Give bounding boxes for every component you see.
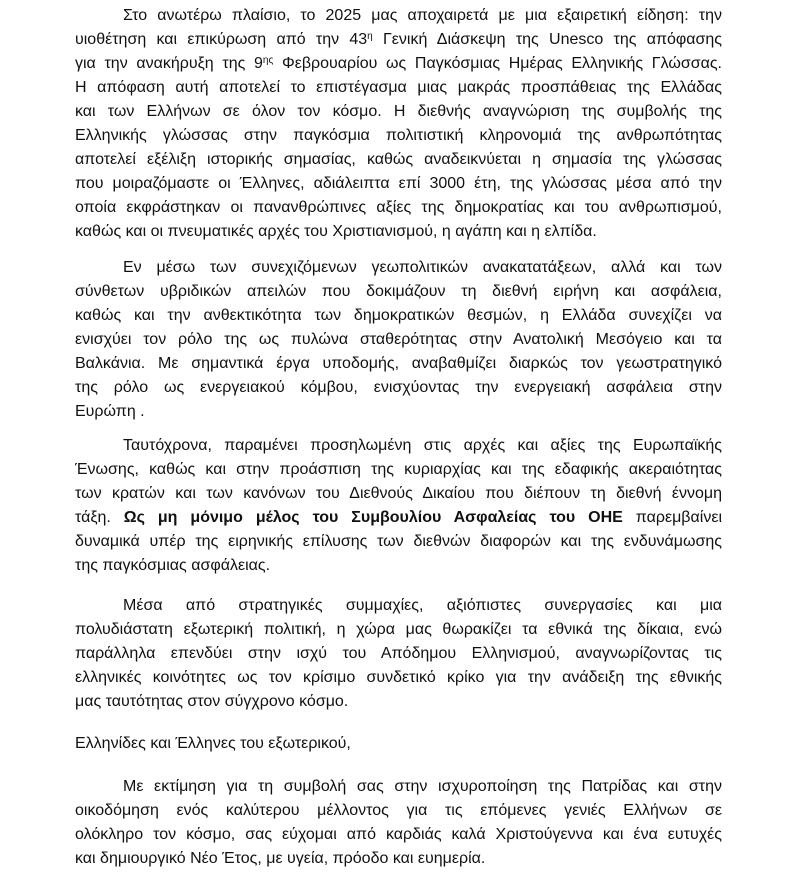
text-line: για την ανακήρυξη της $9^{\eta\varsigma}$ Φεβρουαρίου ως Παγκόσμιας Ημέρας Ελληνικής Γλώσσας. (75, 55, 722, 72)
text-line: και δημιουργικό Νέο Έτος, με υγεία, πρόοδο και ευημερία. (75, 850, 486, 867)
text-line: τάξη. Ως μη μόνιμο μέλος του Συμβουλίου Ασφαλείας του ΟΗΕ παρεμβαίνει (75, 509, 722, 526)
paragraph-unesco (75, 4, 722, 244)
text-line: σύνθετων υβριδικών απειλών που δοκιμάζουν τη διεθνή ειρήνη και ασφάλεια, (75, 283, 722, 300)
text-line: αποτελεί εξέλιξη ιστορικής σημασίας, καθώς αναδεικνύεται η σημασία της γλώσσας (75, 151, 722, 168)
text-line: πολυδιάστατη εξωτερική πολιτική, η χώρα μας θωρακίζει τα εθνικά της δίκαια, ενώ (75, 621, 722, 638)
paragraph-diaspora (75, 594, 722, 714)
text-line: της παγκόσμιας ασφάλειας. (75, 557, 271, 574)
bold-phrase: Ως μη μόνιμο μέλος του Συμβουλίου Ασφαλείας του ΟΗΕ (123, 509, 623, 526)
superscript: ης (262, 55, 274, 66)
text-line: μας ταυτότητας στον σύγχρονο κόσμο. (75, 693, 349, 710)
text-line: και των Ελλήνων σε όλον τον κόσμο. Η διεθνής αναγνώριση της συμβολής της (75, 103, 722, 120)
text-line: Ευρώπη . (75, 403, 145, 420)
paragraph-geopolitics (75, 256, 722, 424)
text-line: Μέσα από στρατηγικές συμμαχίες, αξιόπιστες συνεργασίες και μια (123, 597, 722, 614)
text-line: Ταυτόχρονα, παραμένει προσηλωμένη στις αρχές και αξίες της Ευρωπαϊκής (123, 437, 722, 454)
text-line: Ένωσης, καθώς και στην προάσπιση της κυριαρχίας και της εδαφικής ακεραιότητας (75, 461, 722, 478)
text-line: δυναμικά υπέρ της ειρηνικής επίλυσης των διεθνών διαφορών και της ενδυνάμωσης (75, 533, 722, 550)
text-line: καθώς και την ανθεκτικότητα των δημοκρατικών θεσμών, η Ελλάδα συνεχίζει να (75, 307, 722, 324)
text-line: υιοθέτηση και επικύρωση από την $43^\eta$ Γενική Διάσκεψη της Unesco της απόφασης (75, 31, 722, 48)
text-line: παράλληλα επενδύει στην ισχύ του Απόδημου Ελληνισμού, αναγνωρίζοντας τις (75, 645, 722, 662)
text-line: των κρατών και των κανόνων του Διεθνούς Δικαίου που διέπουν τη διεθνή έννομη (75, 485, 722, 502)
paragraph-eu-un (75, 434, 722, 578)
text-line: της ρόλο ως ενεργειακού κόμβου, ενισχύοντας την ενεργειακή ασφάλεια στην (75, 379, 722, 396)
text-line: ενισχύει τον ρόλο της ως πυλώνα σταθερότητας στην Ανατολική Μεσόγειο και τα (75, 331, 722, 348)
text-line: οικοδόμηση ενός καλύτερου μέλλοντος για τις επόμενες γενιές Ελλήνων σε (75, 802, 722, 819)
text-line: Στο ανωτέρω πλαίσιο, το 2025 μας αποχαιρετά με μια εξαιρετική είδηση: την (123, 7, 722, 24)
superscript: η (367, 31, 373, 42)
text-line: που μοιραζόμαστε οι Έλληνες, αδιάλειπτα επί 3000 έτη, της γλώσσας μέσα από την (75, 175, 722, 192)
text-line: Βαλκάνια. Με σημαντικά έργα υποδομής, αναβαθμίζει διαρκώς τον γεωστρατηγικό (75, 355, 722, 372)
text-line: ολόκληρο τον κόσμο, σας εύχομαι από καρδιάς καλά Χριστούγεννα και ένα ευτυχές (75, 826, 722, 843)
text-line: ελληνικές κοινότητες ως τον κρίσιμο συνδετικό κρίκο για την ανάδειξη της εθνικής (75, 669, 722, 686)
text-line: Ελληνίδες και Έλληνες του εξωτερικού, (75, 735, 351, 752)
text-line: οποία εκφράστηκαν οι πανανθρώπινες αξίες της δημοκρατίας και του ανθρωπισμού, (75, 199, 722, 216)
text-line: Ελληνικής γλώσσας στην παγκόσμια πολιτιστική κληρονομιά της ανθρωπότητας (75, 127, 722, 144)
text-line: Με εκτίμηση για τη συμβολή σας στην ισχυροποίηση της Πατρίδας και στην (123, 778, 722, 795)
text-line: Εν μέσω των συνεχιζόμενων γεωπολιτικών ανακατατάξεων, αλλά και των (123, 259, 722, 276)
paragraph-wishes (75, 775, 722, 871)
salutation (75, 732, 722, 756)
text-line: Η απόφαση αυτή αποτελεί το επιστέγασμα μιας μακράς προσπάθειας της Ελλάδας (75, 79, 722, 96)
text-line: καθώς και οι πνευματικές αρχές του Χριστιανισμού, η αγάπη και η ελπίδα. (75, 223, 597, 240)
